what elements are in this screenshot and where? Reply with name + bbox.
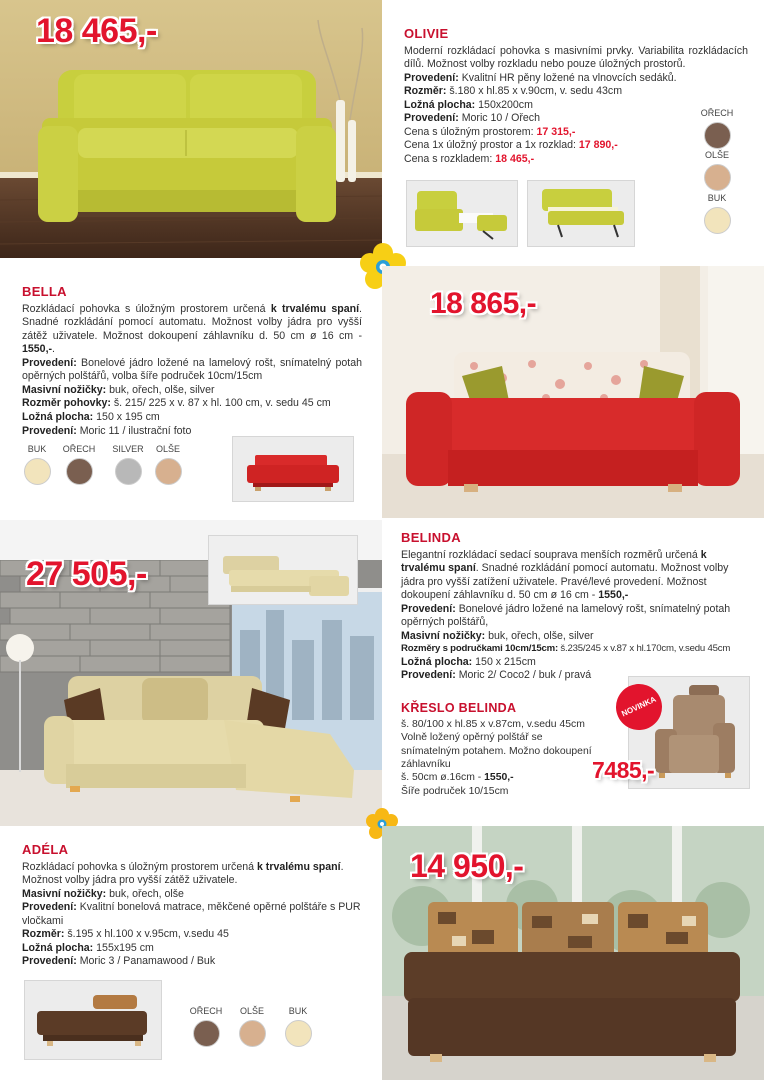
olivie-row-provedeni2: Provedení: Moric 10 / Ořech: [404, 112, 540, 125]
belinda-row-lozna: Ložná plocha: 150 x 215cm: [401, 655, 536, 668]
olivie-storage-image: [407, 181, 518, 247]
adela-bed-image: [25, 981, 162, 1060]
olivie-row-provedeni: Provedení: Kvalitní HR pěny ložené na vlnovcích sedáků.: [404, 71, 677, 84]
adela-title: ADÉLA: [22, 842, 69, 857]
kreslo-price: 7485,-: [592, 757, 655, 783]
olivie-row-lozna: Ložná plocha: 150x200cm: [404, 98, 533, 111]
bella-thumb-bed: [232, 436, 354, 502]
bella-row-nozicky: Masivní nožičky: buk, ořech, olše, silver: [22, 383, 215, 396]
olivie-row-rozmer: Rozměr: š.180 x hl.85 x v.90cm, v. sedu 43cm: [404, 85, 623, 98]
belinda-row-provedeni2: Provedení: Moric 2/ Coco2 / buk / pravá: [401, 669, 592, 682]
adela-row-provedeni2: Provedení: Moric 3 / Panamawood / Buk: [22, 955, 216, 968]
olivie-title: OLIVIE: [404, 26, 449, 41]
kreslo-line-3: š. 50cm ø.16cm - 1550,-: [401, 772, 514, 784]
adela-row-provedeni: Provedení: Kvalitní bonelová matrace, měkčené opěrné polštáře s PUR vločkami: [22, 901, 361, 927]
belinda-intro: Elegantní rozkládací sedací souprava menších rozměrů určená k trvalému spaní. Snadné rozkládání pomocí automatu. Možnost volby jádra pro vyšší zatížení uživatele. Pravé/levé provedení. Možnost dokoupení záhlavníku d. 50 cm ø 16 cm - 1550,-: [401, 548, 729, 602]
olivie-bed-image: [528, 181, 635, 247]
belinda-description: [401, 530, 753, 683]
kreslo-line-4: Šíře područek 10/15cm: [401, 785, 509, 797]
adela-row-lozna: Ložná plocha: 155x195 cm: [22, 941, 154, 954]
adela-swatch-olse: OLŠE: [232, 1006, 272, 1047]
kreslo-line-2: Volně ložený opěrný polštář se snímatelným potahem. Možno dokoupení záhlavníku: [401, 732, 592, 770]
belinda-row-nozicky: Masivní nožičky: buk, ořech, olše, silver: [401, 629, 594, 642]
olse-swatch-icon: [239, 1020, 266, 1047]
belinda-title: BELINDA: [401, 530, 461, 545]
belinda-row-provedeni: Provedení: Bonelové jádro ložené na lamelový rošt, snímatelný potah opěrných polštářů,: [401, 602, 731, 629]
bella-row-provedeni2: Provedení: Moric 11 / ilustrační foto: [22, 424, 192, 437]
olse-swatch-icon: [155, 458, 182, 485]
bella-row-provedeni: Provedení: Bonelové jádro ložené na lamelový rošt, snímatelný potah opěrných polštářů, volba šíře područek 10cm/15cm: [22, 356, 362, 383]
olivie-swatch-buk: BUK: [697, 193, 737, 234]
bella-intro: Rozkládací pohovka s úložným prostorem určená k trvalému spaní. Snadné rozkládání pomocí automatu. Možnost volby jádra pro vyšší zátěž uživatele. Možnost dokoupení záhlavníku d. 50 cm ø 16 cm - 1550,-.: [22, 302, 362, 356]
bella-swatch-olse: OLŠE: [150, 444, 186, 485]
belinda-price: 27 505,-: [26, 555, 147, 593]
olivie-swatch-orech: OŘECH: [697, 108, 737, 149]
bella-swatch-orech: OŘECH: [59, 444, 99, 485]
bella-title: BELLA: [22, 284, 67, 299]
belinda-bed-image: [209, 536, 358, 605]
bella-swatch-buk: BUK: [20, 444, 54, 485]
olivie-thumb-bed: [527, 180, 635, 247]
bella-bed-image: [233, 437, 354, 502]
bella-row-rozmer: Rozměr pohovky: š. 215/ 225 x v. 87 x hl. 100 cm, v. sedu 45 cm: [22, 397, 331, 410]
olse-swatch-icon: [704, 164, 731, 191]
orech-swatch-icon: [704, 122, 731, 149]
adela-thumb-bed: [24, 980, 162, 1060]
adela-description: [22, 842, 366, 969]
adela-swatch-buk: BUK: [278, 1006, 318, 1047]
olivie-price-row-1: Cena s úložným prostorem: 17 315,-: [404, 125, 576, 138]
olivie-price-row-3: Cena s rozkladem: 18 465,-: [404, 153, 535, 165]
kreslo-title: KŘESLO BELINDA: [401, 701, 517, 715]
bella-row-lozna: Ložná plocha: 150 x 195 cm: [22, 411, 160, 423]
silver-swatch-icon: [115, 458, 142, 485]
bella-description: [22, 284, 362, 438]
adela-swatch-orech: OŘECH: [186, 1006, 226, 1047]
kreslo-description: [401, 700, 593, 798]
adela-row-rozmer: Rozměr: š.195 x hl.100 x v.95cm, v.sedu 45: [22, 928, 229, 941]
olivie-price: 18 465,-: [36, 12, 157, 50]
orech-swatch-icon: [193, 1020, 220, 1047]
buk-swatch-icon: [24, 458, 51, 485]
adela-row-nozicky: Masivní nožičky: buk, ořech, olše: [22, 887, 184, 900]
orech-swatch-icon: [66, 458, 93, 485]
novinka-badge-text: NOVINKA: [620, 694, 658, 719]
buk-swatch-icon: [704, 207, 731, 234]
buk-swatch-icon: [285, 1020, 312, 1047]
belinda-thumb-bed: [208, 535, 358, 605]
olivie-thumb-storage: [406, 180, 518, 247]
bella-price: 18 865,-: [430, 287, 537, 320]
olivie-price-row-2: Cena 1x úložný prostor a 1x rozklad: 17 890,-: [404, 139, 618, 152]
bella-swatch-silver: SILVER: [108, 444, 148, 485]
belinda-row-rozmery: Rozměry s područkami 10cm/15cm: š.235/245 x v.87 x hl.170cm, v.sedu 45cm: [401, 643, 731, 655]
adela-price: 14 950,-: [410, 848, 524, 884]
adela-intro: Rozkládací pohovka s úložným prostorem určená k trvalému spaní. Možnost volby jádra pro vyšší zátěž uživatele.: [22, 860, 344, 887]
olivie-swatch-olse: OLŠE: [697, 150, 737, 191]
olivie-intro: Moderní rozkládací pohovka s masivními prvky. Variabilita rozkládacích dílů. Možnost volby rozkladu nebo pouze úložných prostorů.: [404, 44, 748, 71]
kreslo-line-1: š. 80/100 x hl.85 x v.87cm, v.sedu 45cm: [401, 719, 585, 730]
